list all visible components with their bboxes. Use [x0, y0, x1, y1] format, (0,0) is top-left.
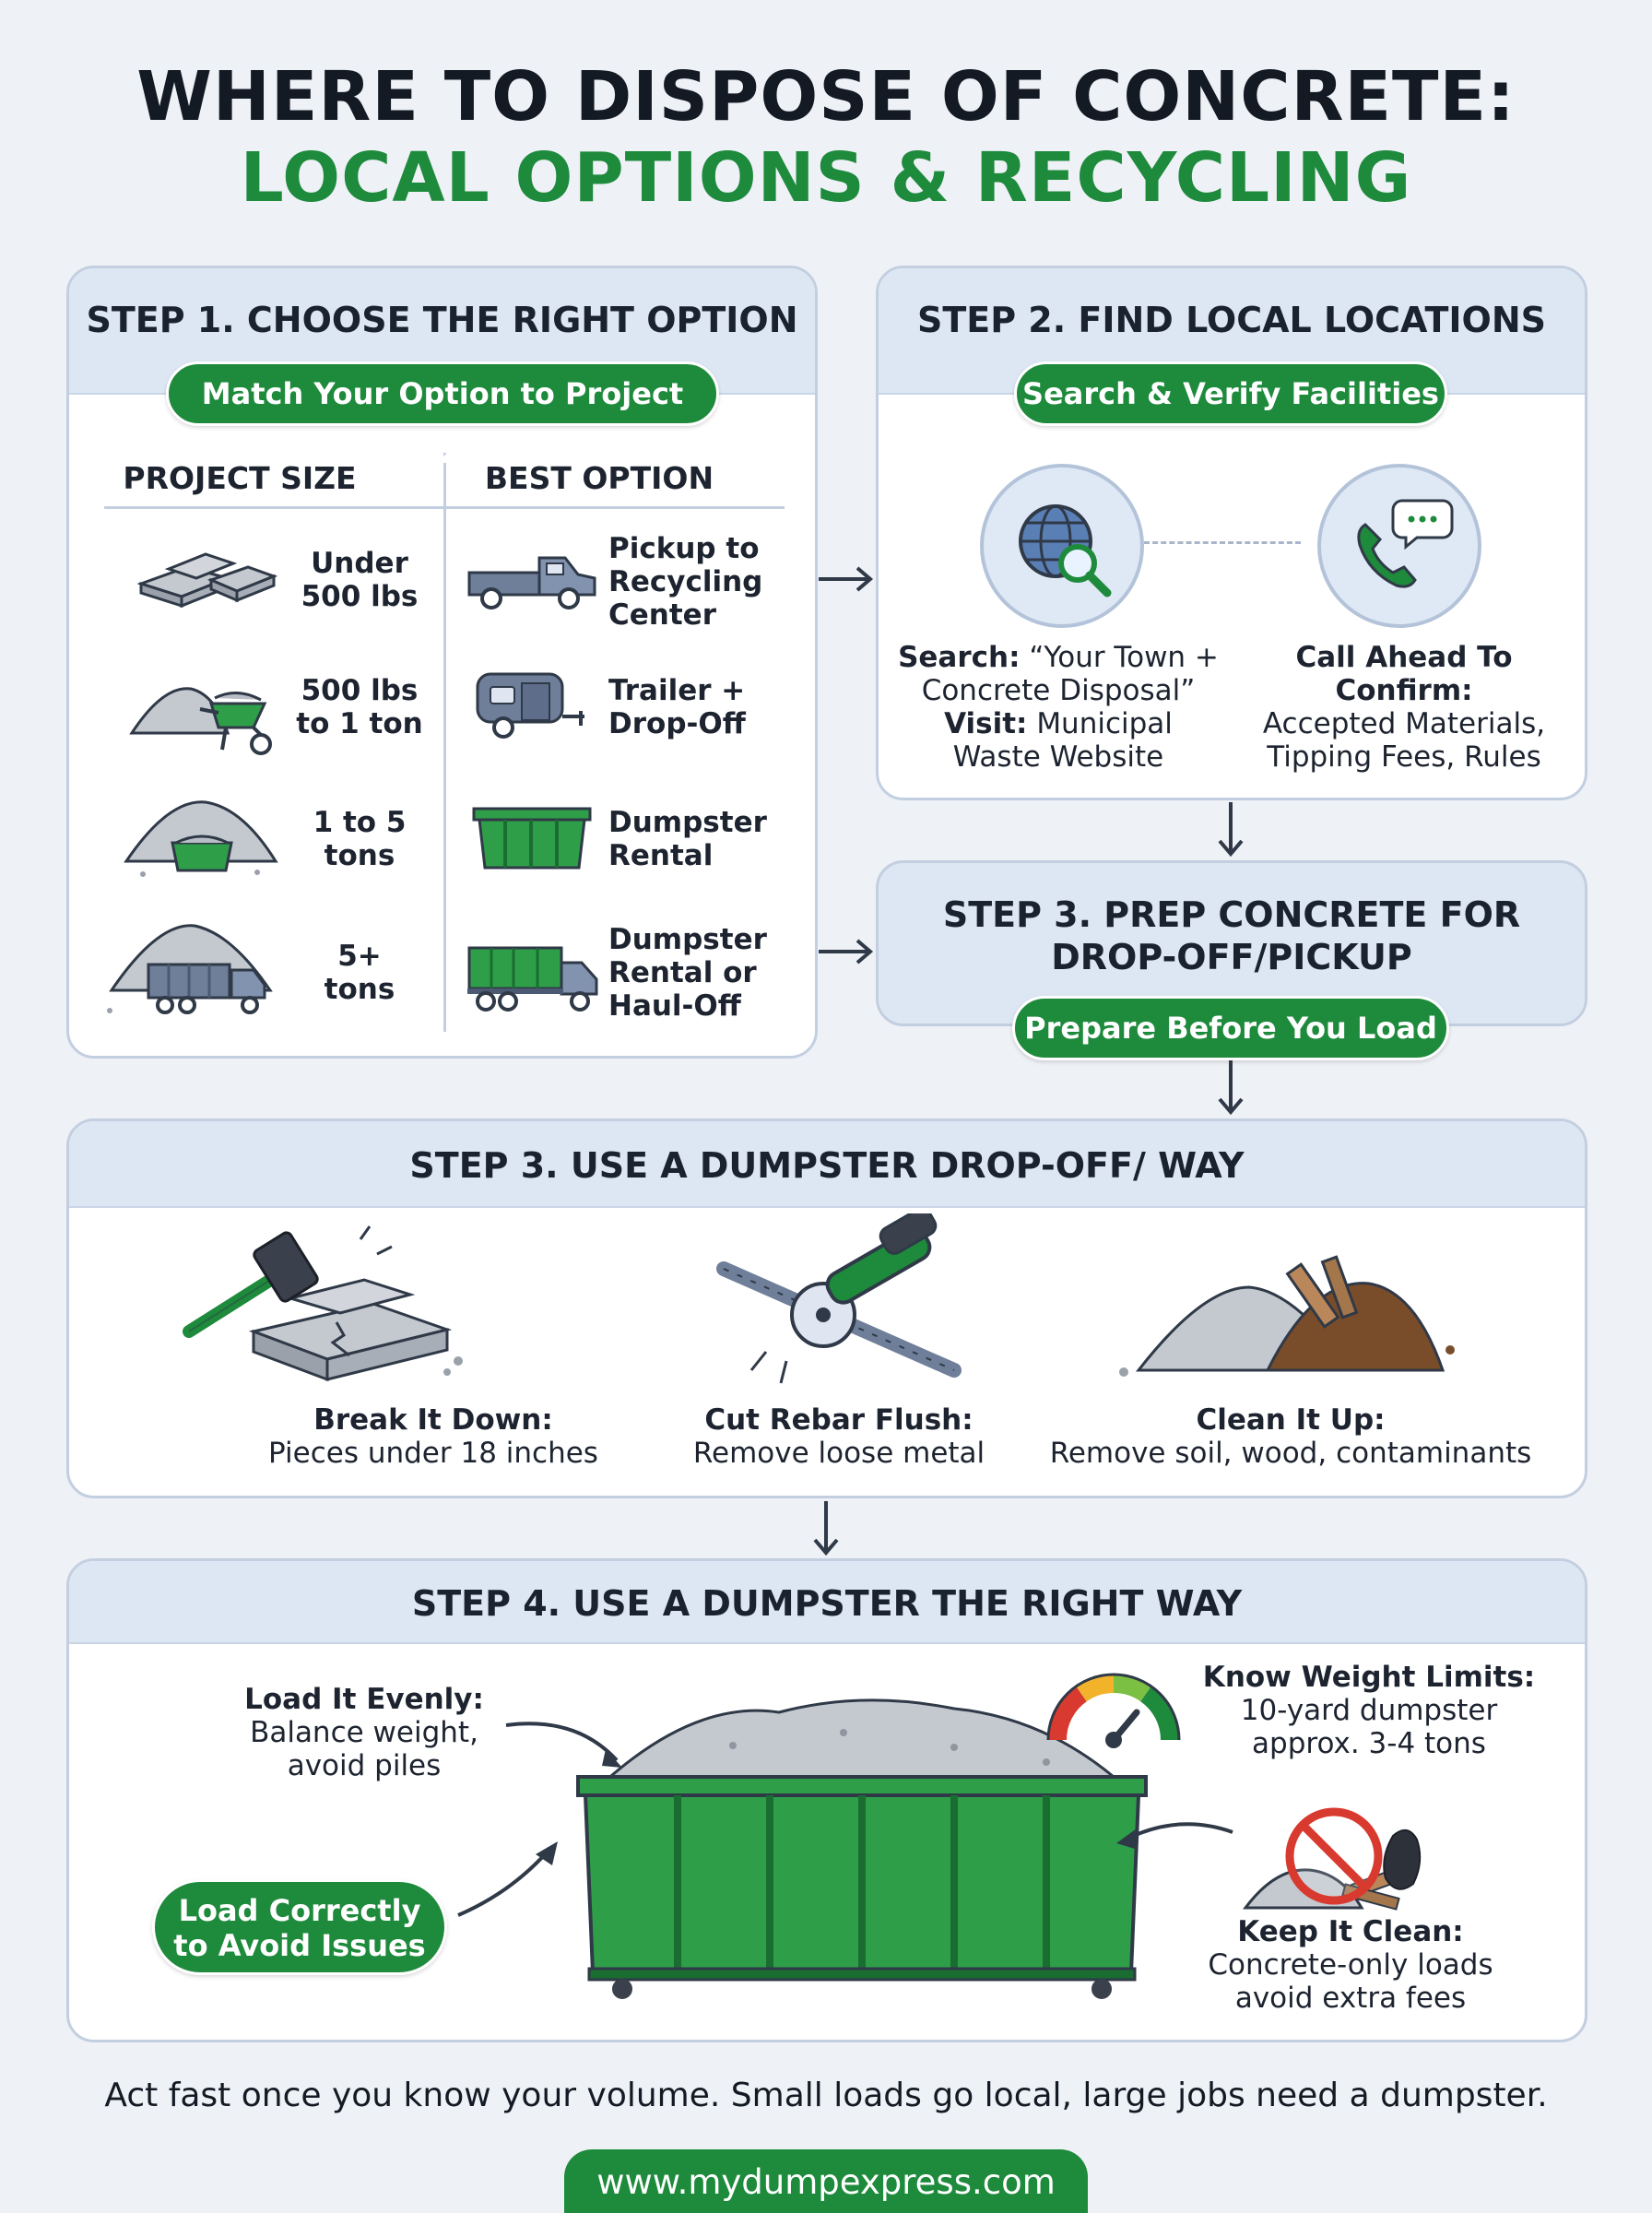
dump-truck-icon [102, 918, 282, 1022]
page-subtitle: LOCAL OPTIONS & RECYCLING [240, 138, 1412, 218]
concrete-slabs-icon [132, 545, 279, 619]
option-row-4 [608, 923, 811, 1023]
option-row-4-line2: Rental or [608, 956, 757, 989]
step4-heading: STEP 4. USE A DUMPSTER THE RIGHT WAY [411, 1583, 1243, 1624]
size-row-2-line2: to 1 ton [296, 707, 423, 740]
search-label: Search: [898, 641, 1021, 674]
globe-search-icon [1008, 493, 1116, 602]
option-row-3-line2: Rental [608, 839, 714, 872]
clean-title: Clean It Up: [1196, 1403, 1386, 1437]
clean-limit-text-2: avoid extra fees [1234, 1982, 1467, 2015]
clean-text: Remove soil, wood, contaminants [1049, 1437, 1532, 1470]
step3-prep-heading-1: STEP 3. PREP CONCRETE FOR [942, 894, 1521, 935]
arrow-step2-to-step3 [1212, 800, 1249, 859]
weight-limits [1175, 1661, 1563, 1760]
option-row-2 [608, 674, 811, 740]
step1-pill: Match Your Option to Project Size [166, 361, 719, 426]
clean-arrow [1107, 1810, 1236, 1865]
weight-text-2: approx. 3-4 tons [1252, 1727, 1486, 1760]
search-text-2: Concrete Disposal” [921, 674, 1196, 707]
size-row-3 [290, 806, 429, 872]
step2-pill: Search & Verify Facilities [1014, 361, 1447, 426]
page-title: WHERE TO DISPOSE OF CONCRETE: [136, 57, 1516, 136]
roll-off-truck-icon [466, 937, 602, 1020]
pill-arrow [454, 1838, 574, 1921]
cut-title: Cut Rebar Flush: [704, 1403, 974, 1437]
weight-text-1: 10-yard dumpster [1240, 1694, 1498, 1727]
rubble-bin-icon [123, 789, 279, 882]
wheelbarrow-icon [126, 667, 288, 759]
clean-limit-title: Keep It Clean: [1237, 1915, 1464, 1948]
table-column-divider [443, 453, 446, 1032]
col-header-best-option: BEST OPTION [484, 460, 714, 496]
option-row-2-line2: Drop-Off [608, 707, 746, 740]
size-row-2-line1: 500 lbs [301, 674, 419, 707]
dumpster-icon [470, 803, 595, 877]
website-url[interactable]: www.mydumpexpress.com [564, 2149, 1088, 2213]
size-row-4 [290, 940, 429, 1006]
search-instructions [888, 641, 1229, 774]
clean-it-up [1028, 1403, 1553, 1470]
call-label: Call Ahead To Confirm: [1295, 641, 1513, 707]
cut-rebar-flush [585, 1403, 1092, 1470]
angle-grinder-icon [714, 1213, 973, 1398]
load-text-1: Balance weight, [250, 1716, 478, 1749]
step3-prep-pill: Prepare Before You Load [1012, 996, 1449, 1060]
hammer-slab-icon [180, 1221, 484, 1396]
arrow-pill-to-step3b [1212, 1059, 1249, 1118]
call-text-2: Tipping Fees, Rules [1267, 740, 1541, 774]
size-row-1-line2: 500 lbs [301, 580, 419, 613]
call-instructions [1229, 641, 1579, 774]
visit-text: Municipal [1036, 707, 1173, 740]
size-row-3-line2: tons [324, 839, 395, 872]
load-title: Load It Evenly: [244, 1683, 484, 1716]
option-row-1 [608, 532, 811, 632]
size-row-4-line2: tons [324, 973, 395, 1006]
weight-title: Know Weight Limits: [1202, 1661, 1536, 1694]
option-row-4-line1: Dumpster [608, 923, 767, 956]
arrow-step1-to-step2 [817, 561, 876, 598]
size-row-4-line1: 5+ [337, 940, 382, 973]
break-title: Break It Down: [313, 1403, 553, 1437]
option-row-3 [608, 806, 811, 872]
weight-gauge-icon [1044, 1664, 1183, 1752]
step3-dumpster-heading: STEP 3. USE A DUMPSTER DROP-OFF/ WAY [409, 1145, 1245, 1186]
arrow-step3b-to-step4 [808, 1499, 844, 1558]
option-row-2-line1: Trailer + [608, 674, 746, 707]
load-correctly-pill [152, 1879, 447, 1975]
option-row-1-line1: Pickup to [608, 532, 760, 565]
step3-prep-heading-2: DROP-OFF/PICKUP [1051, 937, 1412, 977]
arrow-step1-to-step3 [817, 933, 876, 970]
footer-tagline: Act fast once you know your volume. Small loads go local, large jobs need a dumpster. [104, 2077, 1548, 2114]
step1-heading: STEP 1. CHOOSE THE RIGHT OPTION [86, 300, 798, 340]
size-row-1-line1: Under [311, 547, 408, 580]
step4-card [66, 1558, 1587, 2042]
visit-text-2: Waste Website [952, 740, 1164, 774]
no-mixed-debris-icon [1242, 1799, 1426, 1928]
size-row-1 [290, 547, 429, 613]
load-arrow [502, 1707, 631, 1781]
debris-pile-icon [1111, 1250, 1461, 1398]
step2-card [876, 266, 1587, 800]
pill-line-2: to Avoid Issues [173, 1928, 426, 1963]
trailer-icon [470, 665, 590, 748]
search-text: “Your Town + [1029, 641, 1219, 674]
option-row-1-line3: Center [608, 598, 716, 632]
option-row-4-line3: Haul-Off [608, 989, 741, 1023]
size-row-2 [290, 674, 429, 740]
load-evenly [207, 1683, 521, 1782]
size-row-3-line1: 1 to 5 [313, 806, 407, 839]
call-text-1: Accepted Materials, [1262, 707, 1546, 740]
clean-limit-text-1: Concrete-only loads [1208, 1948, 1493, 1982]
keep-it-clean [1175, 1915, 1526, 2015]
pickup-truck-icon [466, 545, 599, 614]
option-row-1-line2: Recycling [608, 565, 763, 598]
step3-dumpster-card [66, 1118, 1587, 1498]
visit-label: Visit: [944, 707, 1028, 740]
option-row-3-line1: Dumpster [608, 806, 767, 839]
load-text-2: avoid piles [287, 1749, 442, 1782]
col-header-project-size: PROJECT SIZE [123, 460, 357, 496]
cut-text: Remove loose metal [692, 1437, 985, 1470]
pill-line-1: Load Correctly [178, 1893, 421, 1928]
step2-heading: STEP 2. FIND LOCAL LOCATIONS [916, 300, 1547, 340]
break-text: Pieces under 18 inches [268, 1437, 598, 1470]
connector-dashes [1144, 541, 1301, 544]
phone-chat-icon [1345, 493, 1454, 602]
